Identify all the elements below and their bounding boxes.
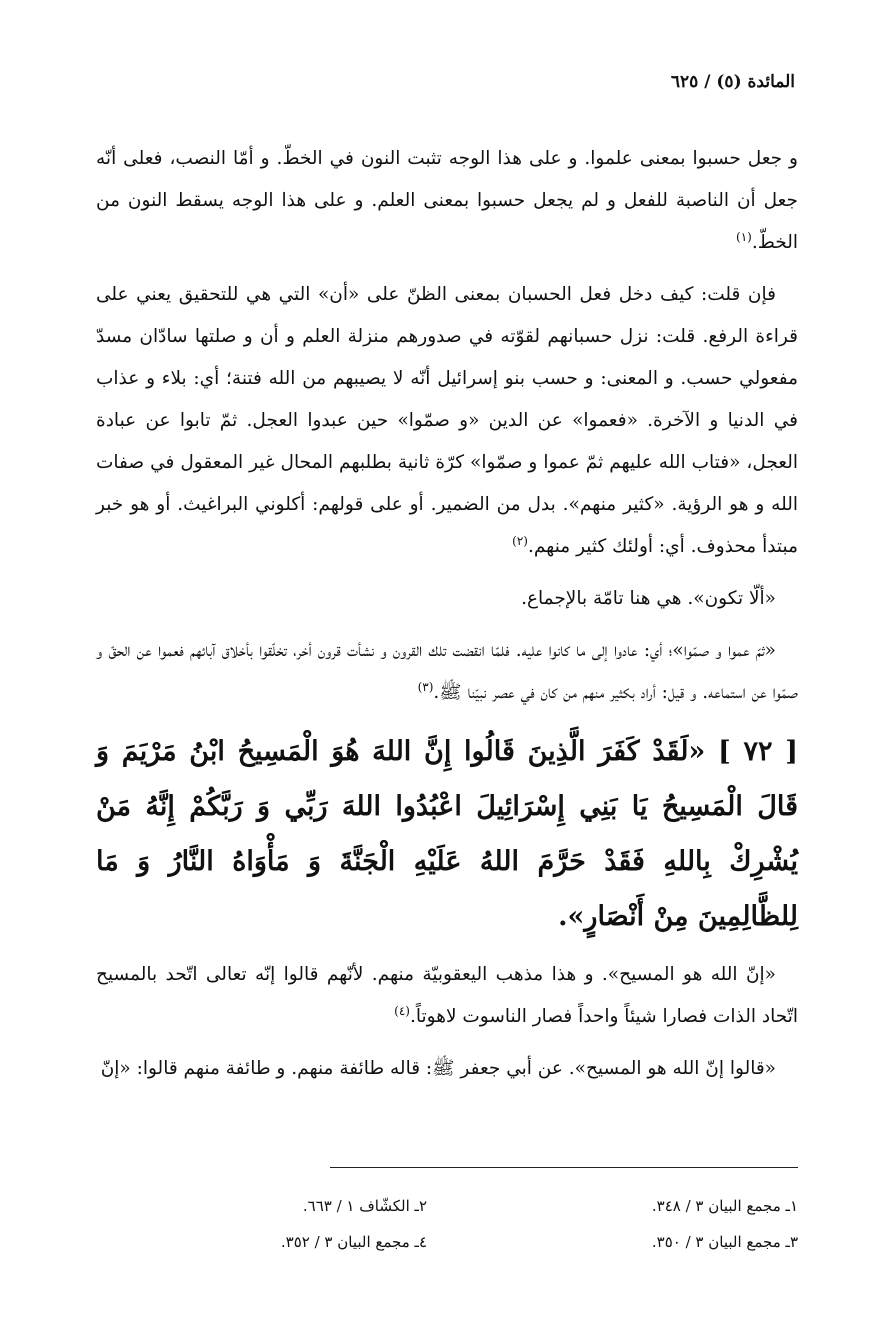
footnote-1: ١ـ مجمع البيان ٣ / ٣٤٨. (651, 1197, 798, 1215)
main-text (96, 138, 798, 1100)
quran-verse: [ ٧٢ ] «لَقَدْ كَفَرَ الَّذِينَ قَالُوا إِنَّ اللهَ هُوَ الْمَسِيحُ ابْنُ مَرْيَمَ وَ قَالَ الْمَسِيحُ يَا بَنِي إِسْرَائِيلَ اعْبُدُوا اللهَ رَبِّي وَ رَبَّكُمْ إِنَّهُ مَنْ يُشْرِكْ بِاللهِ فَقَدْ حَرَّمَ اللهُ عَلَيْهِ الْجَنَّةَ وَ مَأْوَاهُ النَّارُ وَ مَا لِلظَّالِمِينَ مِنْ أَنْصَارٍ». (96, 736, 798, 932)
footnotes (96, 1188, 798, 1260)
footnote-3: ٣ـ مجمع البيان ٣ / ٣٥٠. (651, 1233, 798, 1251)
paragraph-6: «قالوا إنّ الله هو المسيح». عن أبي جعفر ﷺ: قاله طائفة منهم. و طائفة منهم قالوا: «إنّ (100, 1058, 776, 1079)
footnote-ref-2: (٢) (512, 533, 528, 548)
paragraph-3: «ألّا تكون». هي هنا تامّة بالإجماع. (521, 588, 776, 609)
paragraph-4: «ثمّ عموا و صمّوا»؛ أي: عادوا إلى ما كانوا عليه. فلمّا انقضت تلك القرون و نشأت قرون أخر، تخلّقوا بأخلاق آبائهم فعموا عن الحقّ و صمّوا عن استماعه. و قيل: أراد بكثير منهم من كان في عصر نبيّنا ﷺ.$^{(٣)}$ (96, 640, 798, 703)
paragraph-1: و جعل حسبوا بمعنى علموا. و على هذا الوجه تثبت النون في الخطّ. و أمّا النصب، فعلى أنّه جعل أن الناصبة للفعل و لم يجعل حسبوا بمعنى العلم. و على هذا الوجه يسقط النون من الخطّ.$^{(١)}$ (96, 148, 798, 253)
footnote-ref-3: (٣) (417, 679, 434, 694)
paragraph-5: «إنّ الله هو المسيح». و هذا مذهب اليعقوبيّة منهم. لأنّهم قالوا إنّه تعالى اتّحد بالمسيح اتّحاد الذات فصارا شيئاً واحداً فصار الناسوت لاهوتاً.$^{(٤)}$ (96, 964, 798, 1027)
footnote-2: ٢ـ الكشّاف ١ / ٦٦٣. (302, 1197, 427, 1215)
page-header (671, 72, 795, 92)
footnote-ref-1: (١) (736, 229, 752, 244)
page-title: المائدة (٥) / ٦٢٥ (670, 72, 795, 92)
footnote-ref-4: (٤) (394, 1003, 410, 1018)
footnote-4: ٤ـ مجمع البيان ٣ / ٣٥٢. (280, 1233, 427, 1251)
footnote-divider (330, 1167, 798, 1168)
paragraph-2: فإن قلت: كيف دخل فعل الحسبان بمعنى الظنّ على «أن» التي هي للتحقيق يعني على قراءة الرفع. قلت: نزل حسبانهم لقوّته في صدورهم منزلة العلم و أن و صلتها سادّان مسدّ مفعولي حسب. و المعنى: و حسب بنو إسرائيل أنّه لا يصيبهم من الله فتنة؛ أي: بلاء و عذاب في الدنيا و الآخرة. «فعموا» عن الدين «و صمّوا» حين عبدوا العجل. ثمّ تابوا عن عبادة العجل، «فتاب الله عليهم ثمّ عموا و صمّوا» كرّة ثانية بطلبهم المحال غير المعقول في صفات الله و هو الرؤية. «كثير منهم». بدل من الضمير. أو على قولهم: أكلوني البراغيث. أو هو خبر مبتدأ محذوف. أي: أولئك كثير منهم.$^{(٢)}$ (96, 284, 798, 557)
